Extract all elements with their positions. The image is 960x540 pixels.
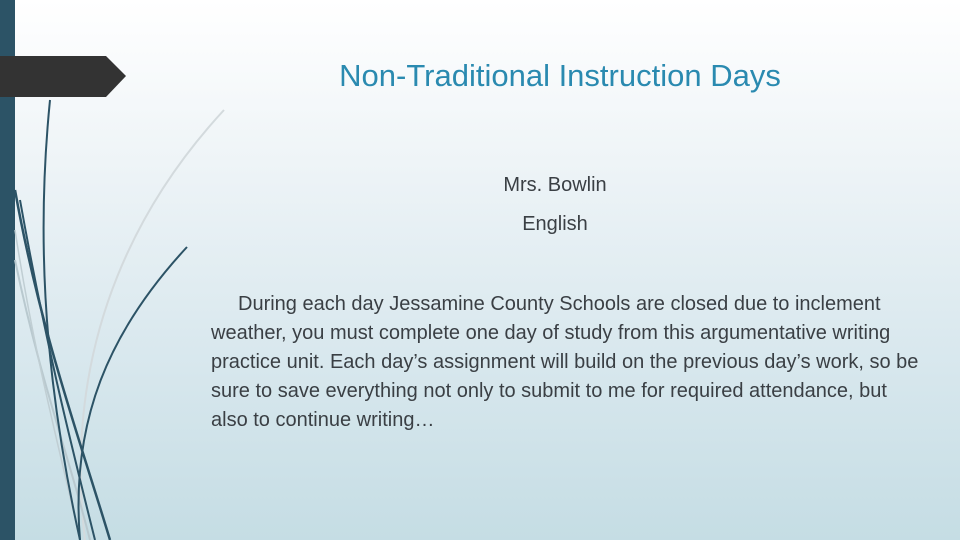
slide-title: Non-Traditional Instruction Days <box>339 58 781 93</box>
body-paragraph: During each day Jessamine County Schools are closed due to inclement weather, you must complete one day of study from this argumentative writing practice unit. Each day’s assignment will build on the previous day’s work, so be sure to save everything not only to submit to me for required attendance, but also to continue writing… <box>211 293 919 431</box>
teacher-name: Mrs. Bowlin <box>503 174 607 196</box>
subject-label: English <box>522 213 588 235</box>
arrow-tab <box>0 56 126 97</box>
